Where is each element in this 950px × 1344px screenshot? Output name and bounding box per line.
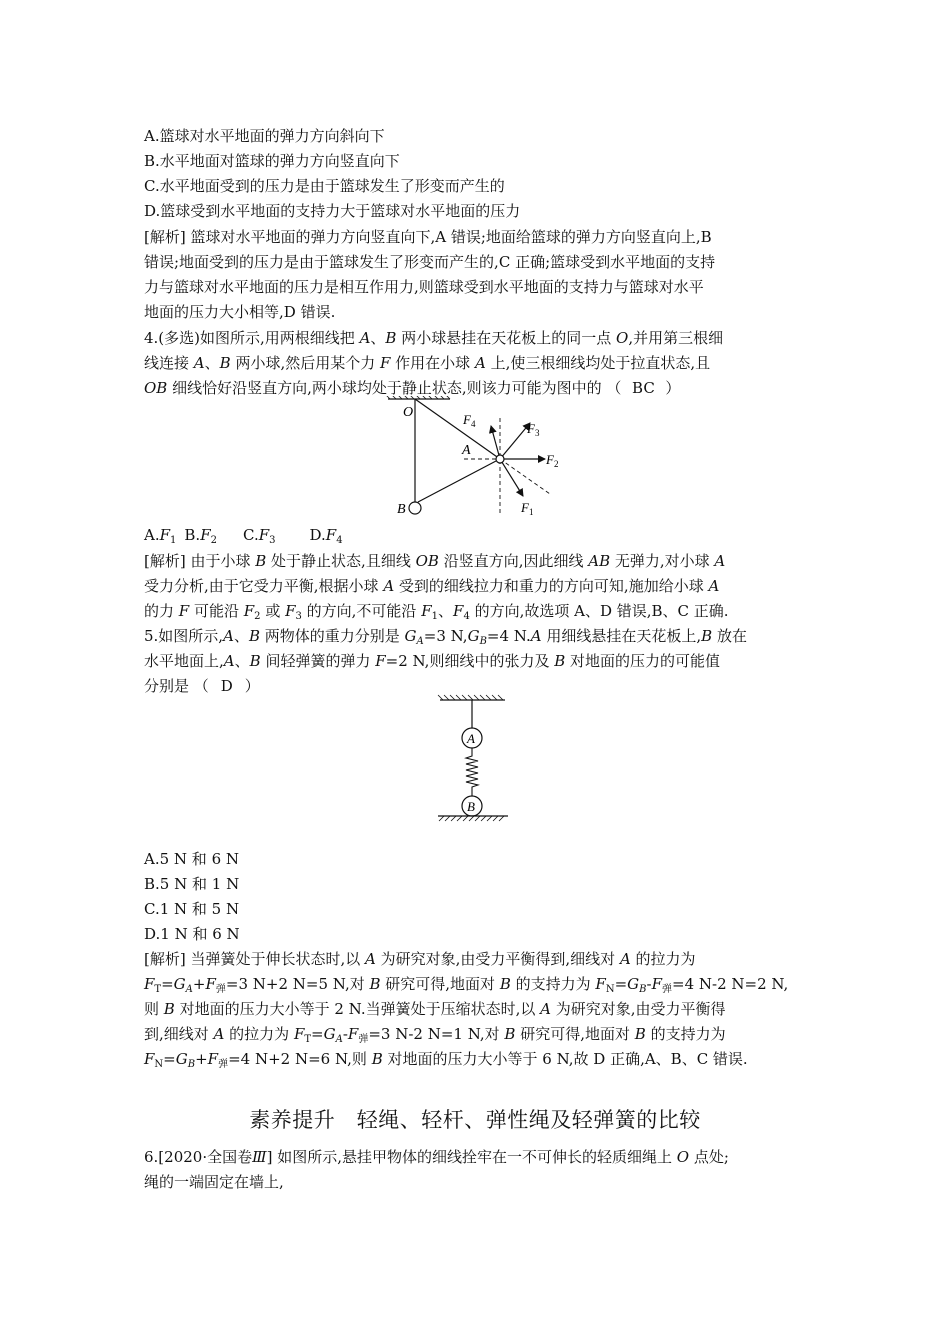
q4-analysis-line: 受力分析,由于它受力平衡,根据小球 A 受到的细线拉力和重力的方向可知,施加给小球 A [144, 577, 720, 595]
q5-option-b: B.5 N 和 1 N [144, 875, 240, 893]
label-F2: $F_2$ [546, 452, 559, 469]
q3-option-d: D.篮球受到水平地面的支持力大于篮球对水平地面的压力 [144, 202, 521, 220]
q4-stem-line: 线连接 A、B 两小球,然后用某个力 F 作用在小球 A 上,使三根细线均处于拉直状态,且 [144, 354, 711, 372]
q5-stem-line: 5.如图所示,A、B 两物体的重力分别是 $G_A=3$ $N,G_B=4$ N.A 用细线悬挂在天花板上,B 放在 [144, 627, 747, 647]
section-heading: 素养提升 轻绳、轻杆、弹性绳及轻弹簧的比较 [249, 1108, 701, 1132]
label-F1: $F_1$ [521, 500, 534, 517]
q4-analysis-line: [解析] 由于小球 B 处于静止状态,且细线 OB 沿竖直方向,因此细线 AB 无弹力,对小球 A [144, 552, 726, 570]
q4-analysis-line: 的力 F 可能沿 $F_2$ 或 $F_3$ 的方向,不可能沿 $F_1$、$F_4$ 的方向,故选项 A、D 错误,B、C 正确. [144, 602, 729, 622]
q4-stem-line: 4.(多选)如图所示,用两根细线把 A、B 两小球悬挂在天花板上的同一点 O,并用第三根细 [144, 329, 724, 347]
q5-stem-line: 水平地面上,A、B 间轻弹簧的弹力 F=2 N,则细线中的张力及 B 对地面的压力的可能值 [144, 652, 721, 670]
q4-options: $A.F_1$ $B.F_2$ $C.F_3$ $D.F_4$ [144, 526, 343, 546]
q5-analysis-line: 则 B 对地面的压力大小等于 2 N.当弹簧处于压缩状态时,以 A 为研究对象,由受力平衡得 [144, 1000, 726, 1018]
spring [466, 748, 478, 796]
q5-analysis-line: 到,细线对 A 的拉力为 $F_T=G_A-F_弹=3$ N-2 N=1 N,对 B 研究可得,地面对 B 的支持力为 [144, 1025, 726, 1045]
q5-analysis-line: $F_T=G_A+F_弹=3$ N+2 N=5 N,对 B 研究可得,地面对 B 的支持力为 $F_N=G_B-F_弹=4$ N-2 N=2 N, [144, 975, 789, 995]
q3-analysis-line: 地面的压力大小相等,D 错误. [144, 303, 336, 321]
ceiling [385, 396, 450, 399]
ceiling [438, 695, 505, 700]
q5-option-d: D.1 N 和 6 N [144, 925, 240, 943]
force-arrow-F1 [500, 459, 523, 496]
q5-option-a: A.5 N 和 6 N [144, 850, 240, 868]
label-F4: $F_4$ [463, 412, 476, 429]
q4-answer: BC [632, 379, 655, 397]
q3-analysis-line: [解析] 篮球对水平地面的弹力方向竖直向下,A 错误;地面给篮球的弹力方向竖直向上,B [144, 228, 712, 246]
q4-force-diagram [380, 396, 580, 520]
q3-analysis-line: 力与篮球对水平地面的压力是相互作用力,则篮球受到水平地面的支持力与篮球对水平 [144, 278, 704, 296]
q3-analysis-line: 错误;地面受到的压力是由于篮球发生了形变而产生的,C 正确;篮球受到水平地面的支持 [144, 253, 716, 271]
q3-option-b: B.水平地面对篮球的弹力方向竖直向下 [144, 152, 400, 170]
extension-dashed-guide [500, 459, 550, 494]
q4-stem-line: OB 细线恰好沿竖直方向,两小球均处于静止状态,则该力可能为图中的 （ BC ） [144, 379, 681, 397]
force-arrow-F3 [500, 423, 530, 459]
q5-answer: D [220, 677, 233, 695]
label-B: B [467, 799, 475, 814]
q6-stem-line: 6.[2020·全国卷Ⅲ] 如图所示,悬挂甲物体的细线拴牢在一不可伸长的轻质细绳上 O 点处; [144, 1148, 729, 1166]
q5-analysis-line: $F_N=G_B+F_弹=4$ N+2 N=6 N,则 B 对地面的压力大小等于 6 N,故 D 正确,A、B、C 错误. [144, 1050, 748, 1070]
q5-option-c: C.1 N 和 5 N [144, 900, 240, 918]
label-B: B [397, 502, 406, 517]
label-F3: $F_3$ [527, 421, 540, 438]
label-A: A [467, 731, 475, 746]
ground [438, 816, 508, 821]
string-OA [415, 399, 500, 459]
q3-option-c: C.水平地面受到的压力是由于篮球发生了形变而产生的 [144, 177, 505, 195]
ball-B [409, 502, 421, 514]
q5-analysis-line: [解析] 当弹簧处于伸长状态时,以 A 为研究对象,由受力平衡得到,细线对 A 的拉力为 [144, 950, 696, 968]
q5-stem-line: 分别是 （ D ） [144, 677, 260, 695]
q6-stem-line: 绳的一端固定在墙上, [144, 1173, 284, 1191]
ball-A [496, 455, 504, 463]
q3-option-a: A.篮球对水平地面的弹力方向斜向下 [144, 127, 385, 145]
label-O: O [403, 405, 414, 420]
string-AB [418, 461, 496, 502]
q5-spring-diagram [430, 694, 520, 830]
label-A: A [462, 443, 471, 458]
